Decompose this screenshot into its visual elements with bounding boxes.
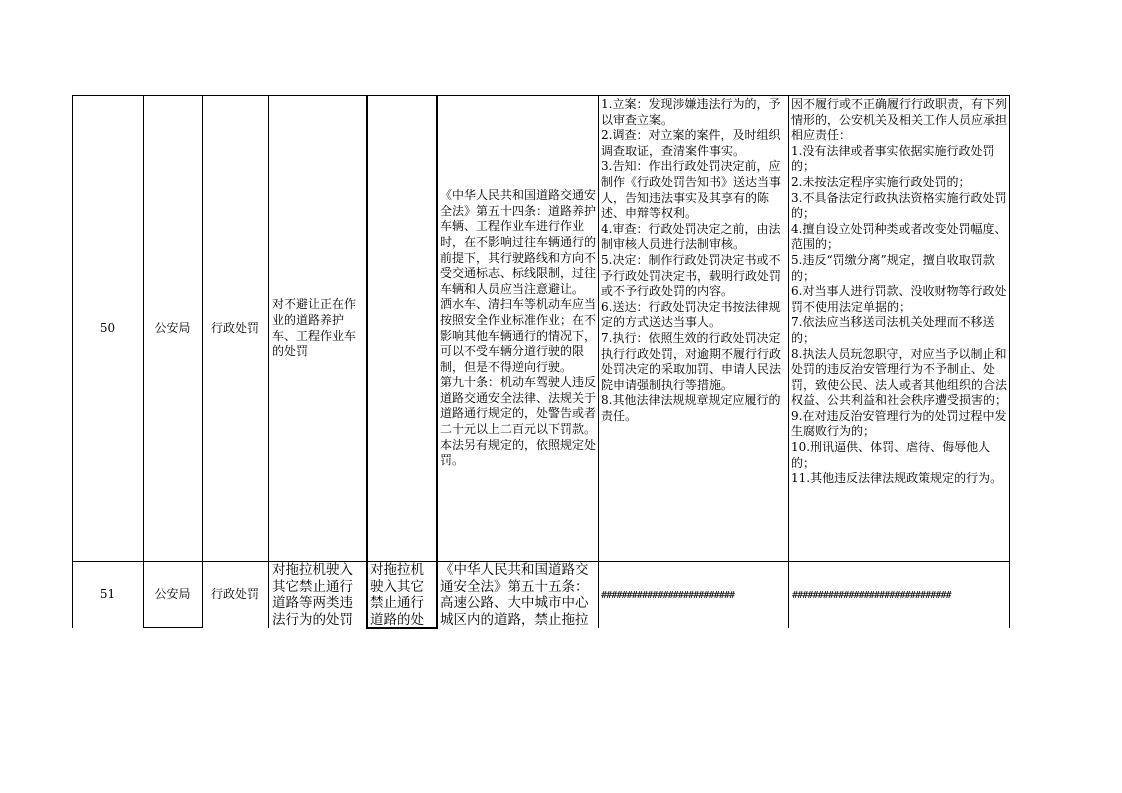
selected-cell-bottom	[366, 627, 437, 629]
liability-cell: 因不履行或不正确履行行政职责，有下列情形的，公安机关及相关工作人员应承担相应责任： 1.没有法律或者事实依据实施行政处罚的； 2.未按法定程序实施行政处罚的； 3.不具备法定行政执法资格实施行政处罚的； 4.擅自设立处罚种类或者改变处罚幅度、范围的； 5.违反“罚缴分离”规定，擅自收取罚款的； 6.对当事人进行罚款、没收财物等行政处罚不使用法定单据的； 7.依法应当移送司法机关处理而不移送的； 8.执法人员玩忽职守，对应当予以制止和处罚的违反治安管理行为不予制止、处罚，致使公民、法人或者其他组织的合法权益、公共利益和社会秩序遭受损害的； 9.在对违反治安管理行为的处罚过程中发生腐败行为的； 10.刑讯逼供、体罚、虐待、侮辱他人的； 11.其他违反法律法规政策规定的行为。	[791, 97, 1008, 486]
grid-line-col-1	[72, 95, 73, 628]
grid-line-col-8	[788, 95, 789, 628]
grid-line-col-3	[202, 95, 203, 628]
liability-cell-overflow: ###############################	[792, 589, 951, 601]
grid-line-col-2	[143, 95, 144, 628]
power-type-cell: 行政处罚	[210, 320, 259, 335]
grid-line-col-7	[598, 95, 599, 628]
process-cell-overflow: ##########################	[601, 589, 735, 601]
grid-line-bottom-dept	[143, 627, 202, 628]
subitem-cell: 对拖拉机驶入其它禁止通行道路的处	[370, 562, 424, 628]
power-type-cell: 行政处罚	[210, 587, 259, 602]
subitem-cell	[368, 96, 436, 561]
row-number: 51	[99, 587, 116, 602]
grid-line-col-5	[366, 95, 368, 629]
department-cell: 公安局	[154, 587, 191, 602]
item-name-cell: 对拖拉机驶入其它禁止通行道路等两类违法行为的处罚	[272, 562, 353, 628]
item-name-cell: 对不避让正在作业的道路养护车、工程作业车的处罚	[272, 297, 357, 359]
grid-line-col-4	[268, 95, 269, 628]
grid-line-col-6	[436, 95, 438, 629]
row-number: 50	[99, 320, 116, 335]
grid-line-top	[72, 95, 1010, 96]
legal-basis-cell: 《中华人民共和国道路交通安全法》第五十五条：高速公路、大中城市中心城区内的道路，禁止拖拉	[440, 562, 589, 628]
legal-basis-cell: 《中华人民共和国道路交通安全法》第五十四条：道路养护车辆、工程作业车进行作业时，在不影响过往车辆通行的前提下，其行驶路线和方向不受交通标志、标线限制，过往车辆和人员应当注意避让。 洒水车、清扫车等机动车应当按照安全作业标准作业；在不影响其他车辆通行的情况下，可以不受车辆分道行驶的限制，但是不得逆向行驶。 第九十条：机动车驾驶人违反道路交通安全法律、法规关于道路通行规定的，处警告或者二十元以上二百元以下罚款。本法另有规定的，依照规定处罚。	[440, 188, 597, 468]
grid-line-row-divider	[72, 561, 1010, 562]
grid-line-col-9	[1009, 95, 1010, 628]
department-cell: 公安局	[154, 320, 191, 335]
process-cell: 1.立案：发现涉嫌违法行为的，予以审查立案。 2.调查：对立案的案件，及时组织调查取证，查清案件事实。 3.告知：作出行政处罚决定前，应制作《行政处罚告知书》送达当事人，告知违法事实及其享有的陈述、申辩等权利。 4.审查：行政处罚决定之前，由法制审核人员进行法制审核。 5.决定：制作行政处罚决定书或不予行政处罚决定书，载明行政处罚或不予行政处罚的内容。 6.送达：行政处罚决定书按法律规定的方式送达当事人。 7.执行：依照生效的行政处罚决定执行行政处罚，对逾期不履行行政处罚决定的采取加罚、申请人民法院申请强制执行等措施。 8.其他法律法规规章规定应履行的责任。	[601, 97, 782, 423]
